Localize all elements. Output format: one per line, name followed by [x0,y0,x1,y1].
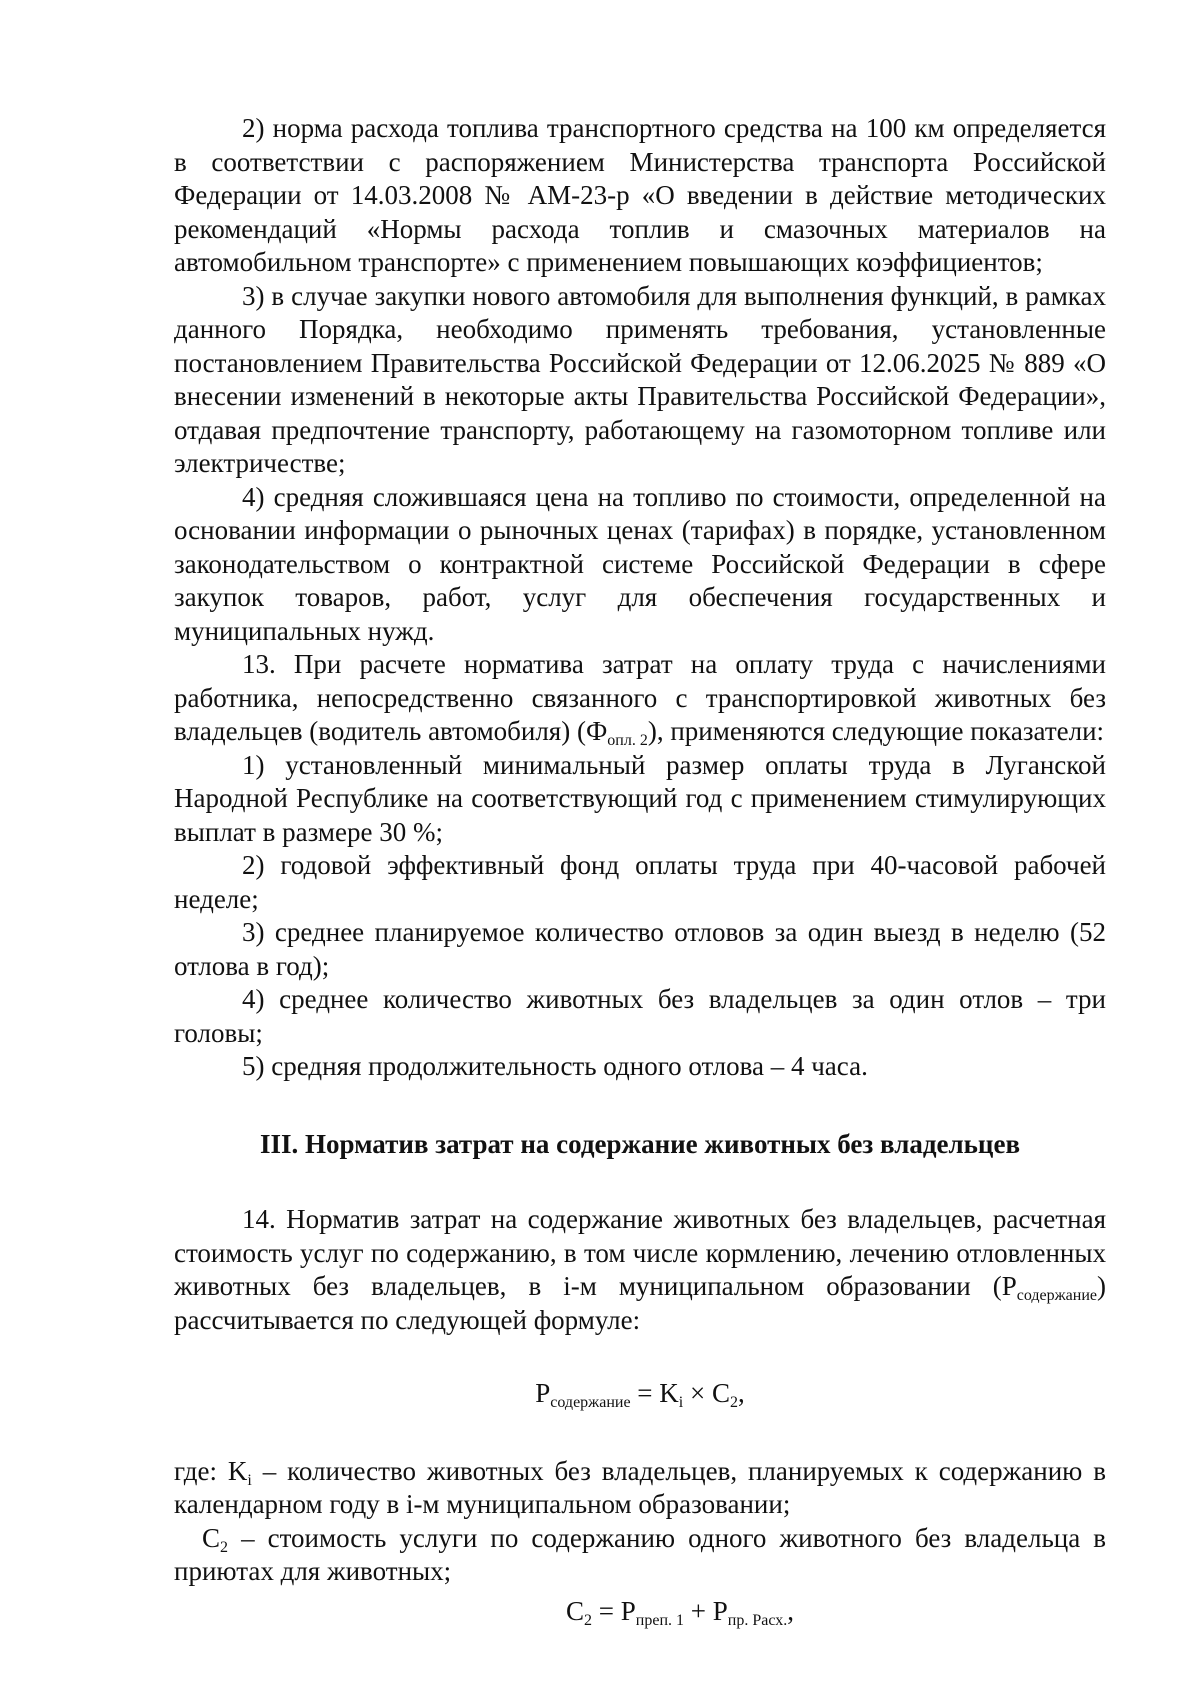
paragraph-catches-count: 3) среднее планируемое количество отловов за один выезд в неделю (52 отлова в год); [174,917,1106,981]
paragraph-13-labor-cost: 13. При расчете норматива затрат на оплату труда с начислениями работника, непосредственно связанного с транспортировкой животных без владельцев (водитель автомобиля) $(Ф_{опл. 2})$, применяются следующие показатели: [174,649,1106,749]
paragraph-new-vehicle: 3) в случае закупки нового автомобиля для выполнения функций, в рамках данного Порядка, необходимо применять требования, установленные постановлением Правительства Российской Федерации от 12.06.2025 № 889 «О внесении изменений в некоторые акты Правительства Российской Федерации», отдавая предпочтение транспорту, работающему на газомоторном топливе или электричестве; [174,280,1106,478]
paragraph-min-wage: 1) установленный минимальный размер оплаты труда в Луганской Народной Республике на соответствующий год с применением стимулирующих выплат в размере 30 %; [174,749,1106,847]
formula-maintenance: $Р_{содержание} = K_i \times C_2$, [535,1378,745,1411]
paragraph-c2-definition: $C_2$ – стоимость услуги по содержанию одного животного без владельца в приютах для животных; [174,1522,1106,1586]
paragraph-catch-duration: 5) средняя продолжительность одного отлова – 4 часа. [242,1051,868,1081]
paragraph-animals-per-catch: 4) среднее количество животных без владельцев за один отлов – три головы; [174,984,1106,1048]
formula-c2: $C_2 = Р_{преп. 1} + Р_{пр. Расх.}$, [566,1595,794,1629]
paragraph-14-maintenance-cost: 14. Норматив затрат на содержание животных без владельцев, расчетная стоимость услуг по содержанию, в том числе кормлению, лечению отловленных животных без владельцев, в i-м муниципальном образовании $(Р_{содержание})$ рассчитывается по следующей формуле: [174,1204,1106,1335]
paragraph-wage-fund: 2) годовой эффективный фонд оплаты труда при 40-часовой рабочей неделе; [174,850,1106,914]
paragraph-where-ki: где: $K_i$ – количество животных без владельцев, планируемых к содержанию в календарном году в i-м муниципальном образовании; [174,1455,1106,1519]
paragraph-fuel-norm: 2) норма расхода топлива транспортного средства на 100 км определяется в соответствии с распоряжением Министерства транспорта Российской Федерации от 14.03.2008 № АМ-23-р «О введении в действие методических рекомендаций «Нормы расхода топлив и смазочных материалов на автомобильном транспорте» с применением повышающих коэффициентов; [174,113,1106,277]
section-heading-iii: III. Норматив затрат на содержание животных без владельцев [259,1128,1021,1159]
paragraph-fuel-price: 4) средняя сложившаяся цена на топливо по стоимости, определенной на основании информации о рыночных ценах (тарифах) в порядке, установленном законодательством о контрактной системе Российской Федерации в сфере закупок товаров, работ, услуг для обеспечения государственных и муниципальных нужд. [174,481,1106,646]
